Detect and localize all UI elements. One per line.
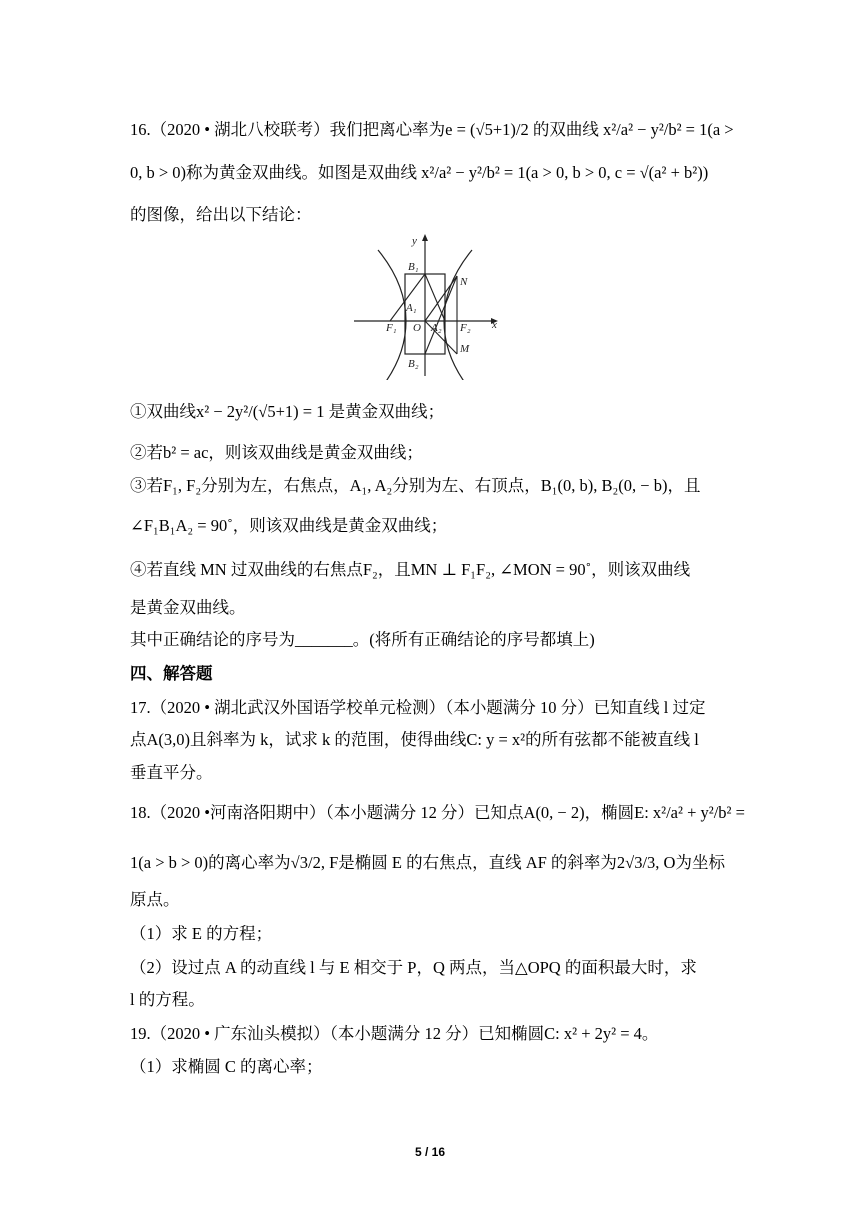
q17-line-1: 17.（2020 • 湖北武汉外国语学校单元检测）（本小题满分 10 分）已知直线 l 过定 — [130, 698, 706, 717]
conclusion-2: ②若b² = ac，则该双曲线是黄金双曲线； — [130, 443, 423, 462]
q18-part-2a: （2）设过点 A 的动直线 l 与 E 相交于 P，Q 两点，当△OPQ 的面积最大时，求 — [130, 958, 697, 977]
q18-part-1: （1）求 E 的方程； — [130, 924, 273, 943]
q16-answer-line: 其中正确结论的序号为_______。(将所有正确结论的序号都填上) — [130, 630, 595, 649]
conclusion-4b: 是黄金双曲线。 — [130, 598, 246, 617]
label-y: y — [412, 235, 417, 247]
label-x: x — [492, 319, 497, 331]
q18-part-2b: l 的方程。 — [130, 990, 205, 1009]
q18-line-3: 原点。 — [130, 890, 180, 909]
section-heading: 四、解答题 — [130, 664, 213, 683]
hyperbola-figure — [350, 230, 510, 380]
line-q16-1: 16.（2020 • 湖北八校联考）我们把离心率为e = (√5+1)/2 的双曲线 x²/a² − y²/b² = 1(a > — [130, 120, 734, 139]
q18-line-2: 1(a > b > 0)的离心率为√3/2, F是椭圆 E 的右焦点，直线 AF 的斜率为2√3/3, O为坐标 — [130, 853, 725, 872]
left-branch — [378, 250, 406, 380]
right-branch — [444, 250, 472, 380]
q17-line-2: 点A(3,0)且斜率为 k，试求 k 的范围，使得曲线C: y = x²的所有弦都不能被直线 l — [130, 730, 699, 749]
q19-part-1: （1）求椭圆 C 的离心率； — [130, 1057, 323, 1076]
line-q16-3: 的图像，给出以下结论： — [130, 205, 312, 224]
conclusion-3a: ③若F₁, F₂分别为左，右焦点，A₁, A₂分别为左、右顶点，B₁(0, b), B₂(0, − b)，且 — [130, 476, 701, 495]
y-axis-arrow — [422, 234, 428, 241]
q17-line-3: 垂直平分。 — [130, 763, 213, 782]
q18-line-1: 18.（2020 •河南洛阳期中）（本小题满分 12 分）已知点A(0, − 2)，椭圆E: x²/a² + y²/b² = — [130, 803, 745, 822]
conclusion-1: ①双曲线x² − 2y²/(√5+1) = 1 是黄金双曲线； — [130, 402, 445, 421]
label-a1: A₁ — [406, 302, 417, 314]
label-a2: A₂ — [431, 322, 442, 334]
line-q16-2: 0, b > 0)称为黄金双曲线。如图是双曲线 x²/a² − y²/b² = 1(a > 0, b > 0, c = √(a² + b²)) — [130, 163, 709, 182]
label-b2: B₂ — [408, 358, 419, 370]
conclusion-4a: ④若直线 MN 过双曲线的右焦点F₂，且MN ⊥ F₁F₂, ∠MON = 90˚，则该双曲线 — [130, 560, 691, 579]
label-o: O — [413, 322, 421, 334]
label-b1: B₁ — [408, 261, 419, 273]
q19-line-1: 19.（2020 • 广东汕头模拟）（本小题满分 12 分）已知椭圆C: x² + 2y² = 4。 — [130, 1024, 659, 1043]
label-n: N — [460, 276, 468, 288]
label-m: M — [460, 343, 470, 355]
page-number: 5 / 16 — [414, 1145, 446, 1159]
label-f2: F₂ — [460, 322, 471, 334]
label-f1: F₁ — [386, 322, 397, 334]
conclusion-3b: ∠F₁B₁A₂ = 90˚，则该双曲线是黄金双曲线； — [130, 516, 448, 535]
